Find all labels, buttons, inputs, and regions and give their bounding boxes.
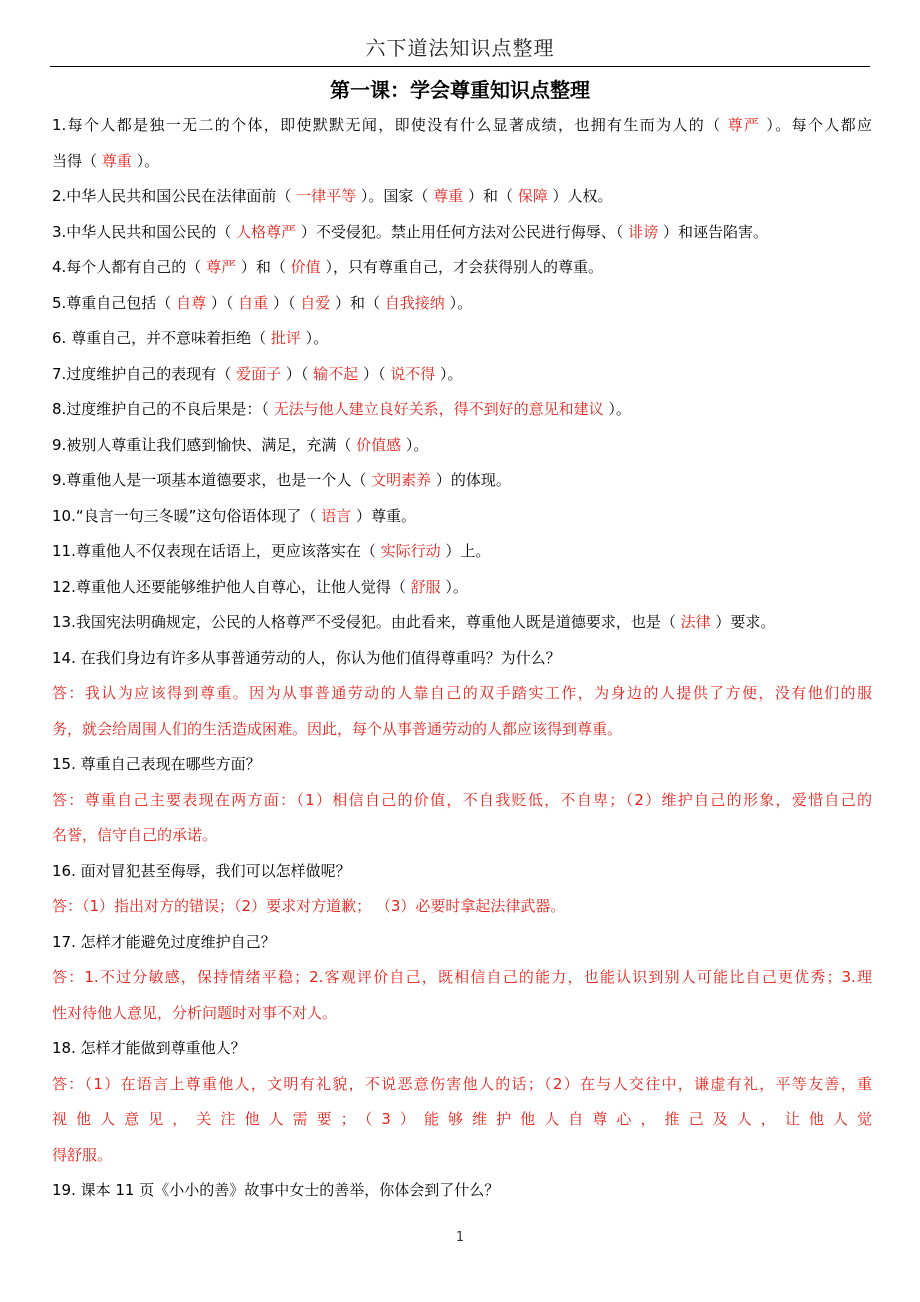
question-q9a [52, 428, 872, 464]
answer-fill-text: 舒服 [410, 577, 441, 596]
question-q12 [52, 570, 872, 606]
text-line [52, 392, 872, 428]
text-segment: ）。国家（ [356, 187, 434, 205]
answer-fill-text: 一律平等 [296, 187, 357, 205]
text-segment: ）。 [444, 293, 473, 312]
text-segment: 14. 在我们身边有许多从事普通劳动的人，你认为他们值得尊重吗？为什么？ [52, 648, 561, 667]
text-line [52, 570, 872, 606]
text-line [52, 1173, 872, 1209]
text-segment: ）。 [300, 329, 329, 347]
answer-fill-text: 批评 [270, 329, 301, 347]
text-segment: ）。 [401, 435, 429, 454]
answer-fill-text: 价值感 [356, 435, 402, 454]
text-line [52, 818, 872, 854]
question-q6 [52, 321, 872, 357]
text-line [52, 747, 872, 783]
answer-fill-text: 得舒服。 [52, 1145, 113, 1164]
text-segment: 6. 尊重自己，并不意味着拒绝（ [52, 329, 271, 347]
answer-fill-text: 尊严 [727, 116, 761, 134]
question-q16 [52, 854, 872, 890]
answer-fill-text: 人格尊严 [236, 222, 297, 241]
text-segment: ）的体现。 [431, 471, 511, 489]
text-segment: ）上。 [440, 542, 491, 560]
answer-fill-text: 名誉，信守自己的承诺。 [52, 826, 218, 844]
answer-fill-text: 自我接纳 [384, 293, 445, 312]
text-line [52, 179, 872, 215]
text-segment: ）（ [281, 364, 314, 383]
text-segment: 19. 课本 11 页《小小的善》故事中女士的善举，你体会到了什么？ [52, 1181, 500, 1199]
question-q19 [52, 1173, 872, 1209]
answer-fill-text: 价值 [290, 258, 321, 276]
text-line [52, 1138, 872, 1174]
page-header: 六下道法知识点整理 [365, 36, 555, 60]
answer-fill-text: 法律 [680, 613, 711, 631]
answer-fill-text: 爱面子 [236, 364, 282, 383]
text-segment: 1.每个人都是独一无二的个体，即使默默无闻，即使没有什么显著成绩，也拥有生而为人的（ [52, 116, 728, 134]
answer-fill-text: 视他人意见，关注他人需要；（3）能够维护他人自尊心，推己及人，让他人觉 [52, 1110, 872, 1128]
text-line [52, 1031, 872, 1067]
text-line [52, 534, 872, 570]
text-segment: 9.尊重他人是一项基本道德要求，也是一个人（ [52, 471, 372, 489]
text-segment: ）人权。 [547, 187, 613, 205]
text-line [52, 428, 872, 464]
text-segment: ）。 [131, 151, 160, 170]
text-segment: ）和（ [330, 293, 385, 312]
header-rule [50, 66, 870, 67]
page-number: 1 [455, 1230, 465, 1245]
answer-a15 [52, 783, 872, 854]
text-segment: 12.尊重他人还要能够维护他人自尊心，让他人觉得（ [52, 577, 411, 596]
text-segment: 5.尊重自己包括（ [52, 293, 177, 312]
question-q8 [52, 392, 872, 428]
question-q7 [52, 357, 872, 393]
answer-fill-text: 答：（1）指出对方的错误；（2）要求对方道歉； （3）必要时拿起法律武器。 [52, 897, 566, 915]
text-line [52, 925, 872, 961]
question-q17 [52, 925, 872, 961]
text-segment: 18. 怎样才能做到尊重他人？ [52, 1039, 246, 1057]
answer-fill-text: 答：1.不过分敏感，保持情绪平稳；2.客观评价自己，既相信自己的能力，也能认识到别人可能比自己更优秀；3.理 [52, 968, 872, 986]
answer-fill-text: 实际行动 [380, 542, 441, 560]
question-q13 [52, 605, 872, 641]
text-segment: ）（ [268, 293, 301, 312]
text-line [52, 889, 872, 925]
text-line [52, 712, 872, 748]
text-segment: 17. 怎样才能避免过度维护自己？ [52, 932, 276, 951]
text-segment: ）和（ [236, 258, 291, 276]
answer-fill-text: 输不起 [313, 364, 359, 383]
text-segment: 2.中华人民共和国公民在法律面前（ [52, 187, 297, 205]
answer-fill-text: 自尊 [176, 293, 207, 312]
answer-fill-text: 语言 [321, 506, 352, 525]
answer-fill-text: 务，就会给周围人们的生活造成困难。因此，每个从事普通劳动的人都应该得到尊重。 [52, 719, 623, 738]
answer-fill-text: 尊严 [206, 258, 237, 276]
answer-fill-text: 尊重 [101, 151, 132, 170]
text-segment: ）（ [358, 364, 391, 383]
text-segment: 8.过度维护自己的不良后果是：（ [52, 400, 274, 418]
text-segment: ），只有尊重自己，才会获得别人的尊重。 [320, 258, 603, 276]
text-segment: ）和诬告陷害。 [658, 222, 768, 241]
text-segment: ）（ [206, 293, 239, 312]
text-line [52, 641, 872, 677]
answer-a14 [52, 676, 872, 747]
text-line [52, 1067, 872, 1103]
answer-fill-text: 答：尊重自己主要表现在两方面：（1）相信自己的价值，不自我贬低，不自卑；（2）维护自己的形象，爱惜自己的 [52, 790, 872, 809]
text-line [52, 286, 872, 322]
text-segment: 4.每个人都有自己的（ [52, 258, 207, 276]
text-segment: ）要求。 [710, 613, 776, 631]
text-line [52, 1102, 872, 1138]
answer-a17 [52, 960, 872, 1031]
text-line [52, 108, 872, 144]
lesson-title: 第一课：学会尊重知识点整理 [330, 78, 590, 102]
text-segment: 9.被别人尊重让我们感到愉快、满足，充满（ [52, 435, 357, 454]
text-segment: ）。 [435, 364, 463, 383]
text-segment: 11.尊重他人不仅表现在话语上，更应该落实在（ [52, 542, 381, 560]
answer-fill-text: 自重 [238, 293, 269, 312]
text-line [52, 499, 872, 535]
text-line [52, 996, 872, 1032]
text-line [52, 676, 872, 712]
answer-fill-text: 无法与他人建立良好关系，得不到好的意见和建议 [273, 400, 604, 418]
text-segment: 16. 面对冒犯甚至侮辱，我们可以怎样做呢？ [52, 861, 351, 880]
text-segment: 当得（ [52, 151, 102, 170]
text-line [52, 854, 872, 890]
question-q18 [52, 1031, 872, 1067]
answer-fill-text: 答：（1）在语言上尊重他人，文明有礼貌，不说恶意伤害他人的话；（2）在与人交往中，谦虚有礼，平等友善，重 [52, 1074, 872, 1093]
content-body [52, 108, 872, 1209]
question-q5 [52, 286, 872, 322]
answer-fill-text: 性对待他人意见，分析问题时对事不对人。 [52, 1003, 338, 1022]
text-line [52, 357, 872, 393]
text-segment: ）。每个人都应 [760, 116, 872, 134]
question-q9b [52, 463, 872, 499]
text-line [52, 144, 872, 180]
text-segment: ）尊重。 [351, 506, 416, 525]
question-q10 [52, 499, 872, 535]
question-q4 [52, 250, 872, 286]
answer-fill-text: 答：我认为应该得到尊重。因为从事普通劳动的人靠自己的双手踏实工作，为身边的人提供了方便，没有他们的服 [52, 684, 872, 702]
question-q14 [52, 641, 872, 677]
answer-a18 [52, 1067, 872, 1174]
text-line [52, 605, 872, 641]
answer-fill-text: 说不得 [390, 364, 436, 383]
text-segment: ）。 [440, 577, 468, 596]
text-segment: 15. 尊重自己表现在哪些方面？ [52, 755, 261, 773]
answer-a16 [52, 889, 872, 925]
text-segment: 10.“良言一句三冬暖”这句俗语体现了（ [52, 506, 322, 525]
answer-fill-text: 自爱 [300, 293, 331, 312]
answer-fill-text: 文明素养 [371, 471, 432, 489]
question-q11 [52, 534, 872, 570]
text-line [52, 215, 872, 251]
text-line [52, 960, 872, 996]
text-segment: 13.我国宪法明确规定，公民的人格尊严不受侵犯。由此看来，尊重他人既是道德要求，也是（ [52, 613, 681, 631]
text-segment: ）和（ [463, 187, 518, 205]
text-segment: ）。 [603, 400, 631, 418]
text-line [52, 783, 872, 819]
text-segment: ）不受侵犯。禁止用任何方法对公民进行侮辱、（ [296, 222, 629, 241]
answer-fill-text: 尊重 [433, 187, 464, 205]
question-q2 [52, 179, 872, 215]
question-q3 [52, 215, 872, 251]
text-segment: 7.过度维护自己的表现有（ [52, 364, 237, 383]
question-q15 [52, 747, 872, 783]
text-line [52, 250, 872, 286]
text-line [52, 321, 872, 357]
answer-fill-text: 诽谤 [628, 222, 659, 241]
answer-fill-text: 保障 [517, 187, 548, 205]
text-line [52, 463, 872, 499]
question-q1 [52, 108, 872, 179]
text-segment: 3.中华人民共和国公民的（ [52, 222, 237, 241]
